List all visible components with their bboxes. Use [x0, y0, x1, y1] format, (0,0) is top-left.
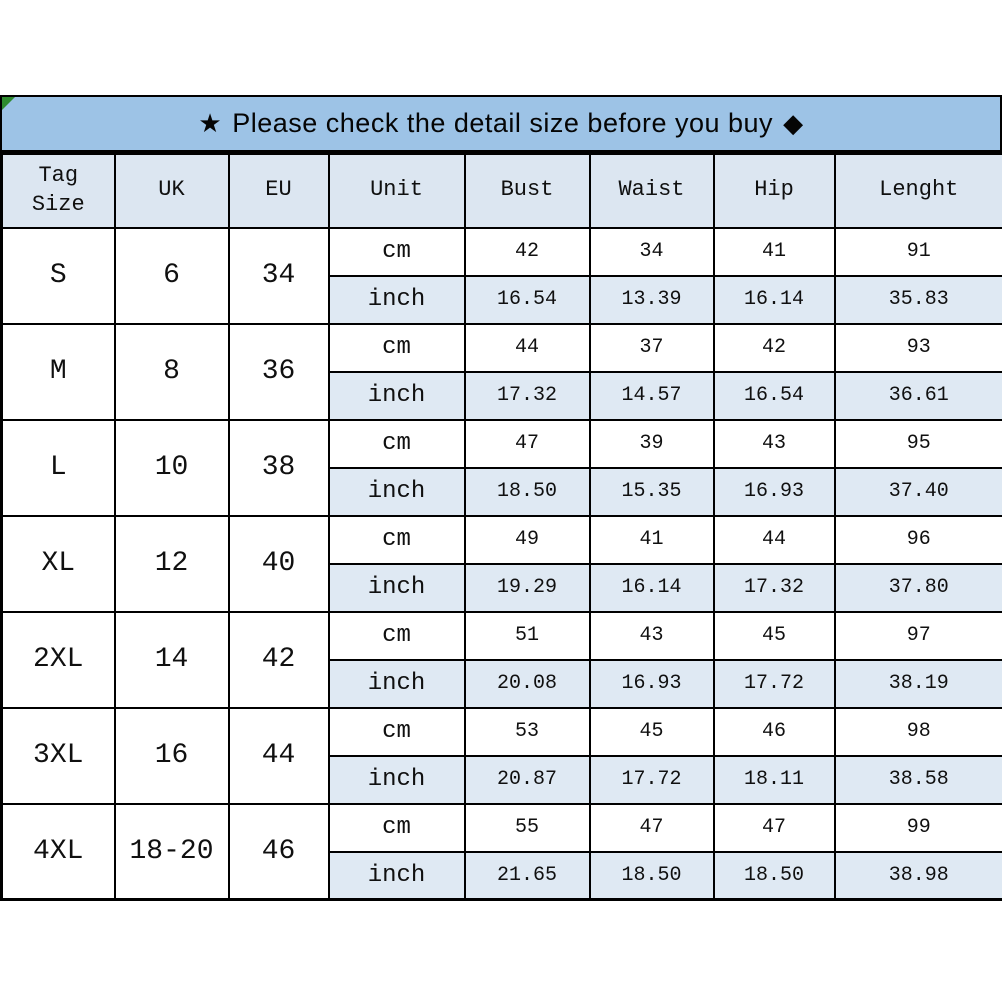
uk-size-value: 8	[115, 324, 229, 420]
bust-cm-value: 42	[465, 228, 590, 276]
bust-cm-value: 47	[465, 420, 590, 468]
column-header-waist: Waist	[590, 154, 714, 228]
hip-cm-value: 45	[714, 612, 835, 660]
green-corner-icon	[2, 97, 15, 110]
unit-label-inch: inch	[329, 660, 465, 708]
column-header-tag-size: Tag Size	[2, 154, 115, 228]
size-row-3xl-cm	[2, 708, 1002, 756]
bust-cm-value: 55	[465, 804, 590, 852]
notice-text: Please check the detail size before you buy	[232, 108, 774, 138]
waist-inch-value: 18.50	[590, 852, 714, 900]
unit-label-inch: inch	[329, 756, 465, 804]
hip-inch-value: 16.14	[714, 276, 835, 324]
bust-cm-value: 53	[465, 708, 590, 756]
uk-size-value: 12	[115, 516, 229, 612]
waist-inch-value: 16.14	[590, 564, 714, 612]
lenght-inch-value: 38.98	[835, 852, 1002, 900]
eu-size-value: 44	[229, 708, 329, 804]
lenght-cm-value: 97	[835, 612, 1002, 660]
unit-label-cm: cm	[329, 324, 465, 372]
bust-inch-value: 17.32	[465, 372, 590, 420]
column-header-lenght: Lenght	[835, 154, 1002, 228]
column-header-eu: EU	[229, 154, 329, 228]
uk-size-value: 18-20	[115, 804, 229, 900]
tag-size-value: 3XL	[2, 708, 115, 804]
hip-cm-value: 42	[714, 324, 835, 372]
column-header-hip: Hip	[714, 154, 835, 228]
column-header-unit: Unit	[329, 154, 465, 228]
size-row-l-cm	[2, 420, 1002, 468]
lenght-cm-value: 95	[835, 420, 1002, 468]
waist-cm-value: 45	[590, 708, 714, 756]
waist-cm-value: 34	[590, 228, 714, 276]
uk-size-value: 6	[115, 228, 229, 324]
tag-size-value: 4XL	[2, 804, 115, 900]
size-row-4xl-cm	[2, 804, 1002, 852]
size-row-xl-cm	[2, 516, 1002, 564]
eu-size-value: 46	[229, 804, 329, 900]
notice-banner	[0, 95, 1002, 152]
waist-inch-value: 16.93	[590, 660, 714, 708]
size-row-m-cm	[2, 324, 1002, 372]
waist-inch-value: 14.57	[590, 372, 714, 420]
unit-label-inch: inch	[329, 564, 465, 612]
hip-cm-value: 43	[714, 420, 835, 468]
header-row	[2, 154, 1002, 228]
tag-size-value: XL	[2, 516, 115, 612]
size-table-header	[2, 154, 1002, 228]
bust-cm-value: 51	[465, 612, 590, 660]
lenght-inch-value: 38.58	[835, 756, 1002, 804]
unit-label-inch: inch	[329, 852, 465, 900]
hip-inch-value: 18.50	[714, 852, 835, 900]
hip-cm-value: 47	[714, 804, 835, 852]
bust-inch-value: 20.87	[465, 756, 590, 804]
unit-label-cm: cm	[329, 612, 465, 660]
tag-size-value: M	[2, 324, 115, 420]
hip-cm-value: 44	[714, 516, 835, 564]
lenght-inch-value: 37.40	[835, 468, 1002, 516]
eu-size-value: 42	[229, 612, 329, 708]
lenght-cm-value: 96	[835, 516, 1002, 564]
lenght-cm-value: 98	[835, 708, 1002, 756]
diamond-icon: ◆	[783, 108, 804, 138]
eu-size-value: 38	[229, 420, 329, 516]
tag-size-value: L	[2, 420, 115, 516]
bust-inch-value: 19.29	[465, 564, 590, 612]
lenght-cm-value: 99	[835, 804, 1002, 852]
size-table	[0, 152, 1002, 901]
uk-size-value: 16	[115, 708, 229, 804]
eu-size-value: 34	[229, 228, 329, 324]
bust-cm-value: 44	[465, 324, 590, 372]
hip-cm-value: 46	[714, 708, 835, 756]
lenght-inch-value: 36.61	[835, 372, 1002, 420]
lenght-cm-value: 93	[835, 324, 1002, 372]
hip-cm-value: 41	[714, 228, 835, 276]
lenght-inch-value: 35.83	[835, 276, 1002, 324]
bust-inch-value: 21.65	[465, 852, 590, 900]
bust-inch-value: 16.54	[465, 276, 590, 324]
hip-inch-value: 17.72	[714, 660, 835, 708]
hip-inch-value: 16.93	[714, 468, 835, 516]
hip-inch-value: 18.11	[714, 756, 835, 804]
hip-inch-value: 17.32	[714, 564, 835, 612]
unit-label-cm: cm	[329, 708, 465, 756]
waist-cm-value: 43	[590, 612, 714, 660]
unit-label-cm: cm	[329, 228, 465, 276]
waist-inch-value: 13.39	[590, 276, 714, 324]
lenght-inch-value: 37.80	[835, 564, 1002, 612]
unit-label-cm: cm	[329, 420, 465, 468]
uk-size-value: 14	[115, 612, 229, 708]
bust-inch-value: 20.08	[465, 660, 590, 708]
waist-cm-value: 37	[590, 324, 714, 372]
waist-cm-value: 41	[590, 516, 714, 564]
size-table-body	[2, 228, 1002, 900]
waist-cm-value: 39	[590, 420, 714, 468]
eu-size-value: 40	[229, 516, 329, 612]
uk-size-value: 10	[115, 420, 229, 516]
tag-size-value: 2XL	[2, 612, 115, 708]
waist-cm-value: 47	[590, 804, 714, 852]
unit-label-inch: inch	[329, 276, 465, 324]
lenght-cm-value: 91	[835, 228, 1002, 276]
waist-inch-value: 17.72	[590, 756, 714, 804]
bust-cm-value: 49	[465, 516, 590, 564]
unit-label-inch: inch	[329, 372, 465, 420]
unit-label-cm: cm	[329, 804, 465, 852]
star-icon: ★	[198, 108, 223, 138]
unit-label-cm: cm	[329, 516, 465, 564]
lenght-inch-value: 38.19	[835, 660, 1002, 708]
tag-size-value: S	[2, 228, 115, 324]
hip-inch-value: 16.54	[714, 372, 835, 420]
bust-inch-value: 18.50	[465, 468, 590, 516]
eu-size-value: 36	[229, 324, 329, 420]
size-row-2xl-cm	[2, 612, 1002, 660]
column-header-bust: Bust	[465, 154, 590, 228]
unit-label-inch: inch	[329, 468, 465, 516]
column-header-uk: UK	[115, 154, 229, 228]
waist-inch-value: 15.35	[590, 468, 714, 516]
size-row-s-cm	[2, 228, 1002, 276]
